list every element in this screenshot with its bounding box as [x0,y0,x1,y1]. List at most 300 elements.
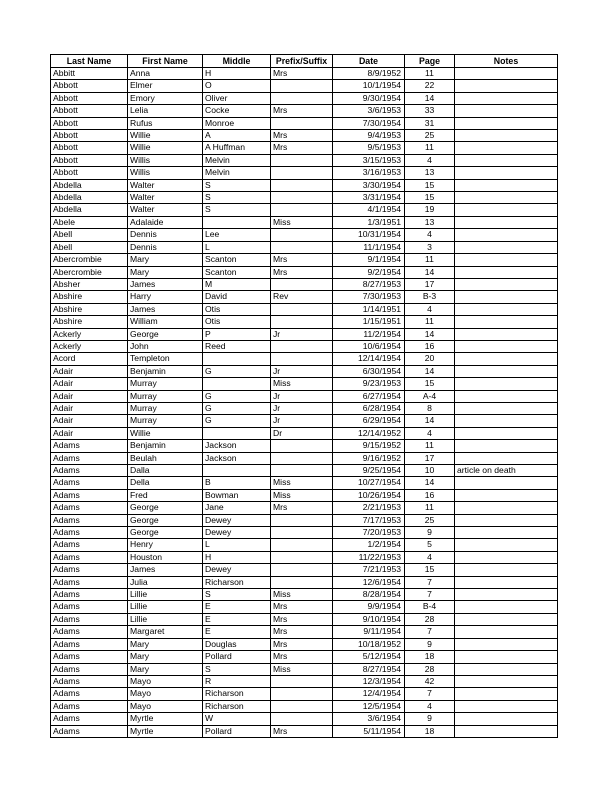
prefix-suffix-cell [271,353,333,365]
middle-cell: S [203,204,271,216]
table-row [51,688,558,700]
date-cell: 9/16/1952 [333,452,405,464]
first-name-cell: Mayo [128,688,203,700]
page-cell: 25 [405,130,455,142]
last-name-cell: Adams [51,601,128,613]
table-row [51,80,558,92]
date-cell: 11/1/1954 [333,241,405,253]
last-name-cell: Adams [51,626,128,638]
last-name-cell: Abercrombie [51,266,128,278]
table-row [51,626,558,638]
first-name-cell: Willis [128,154,203,166]
prefix-suffix-cell: Jr [271,415,333,427]
prefix-suffix-cell: Miss [271,489,333,501]
date-cell: 8/9/1952 [333,68,405,80]
table-row [51,725,558,737]
date-cell: 12/3/1954 [333,675,405,687]
notes-cell [455,229,558,241]
table-body [51,68,558,738]
obituary-index-table [50,54,558,738]
first-name-cell: Murray [128,390,203,402]
table-row [51,589,558,601]
page-cell: 9 [405,713,455,725]
prefix-suffix-cell [271,675,333,687]
table-row [51,340,558,352]
first-name-cell: Anna [128,68,203,80]
notes-cell [455,402,558,414]
first-name-cell: Mayo [128,700,203,712]
first-name-cell: Benjamin [128,440,203,452]
prefix-suffix-cell [271,278,333,290]
prefix-suffix-cell: Dr [271,427,333,439]
last-name-cell: Adams [51,713,128,725]
middle-cell: G [203,402,271,414]
first-name-cell: Lillie [128,589,203,601]
first-name-cell: Elmer [128,80,203,92]
table-row [51,452,558,464]
prefix-suffix-cell [271,440,333,452]
last-name-cell: Abercrombie [51,254,128,266]
prefix-suffix-cell [271,241,333,253]
date-cell: 9/10/1954 [333,613,405,625]
table-row [51,303,558,315]
table-row [51,154,558,166]
notes-cell [455,92,558,104]
date-cell: 10/31/1954 [333,229,405,241]
notes-cell [455,378,558,390]
table-header [51,55,558,68]
notes-cell [455,440,558,452]
last-name-cell: Adair [51,378,128,390]
first-name-cell: Lelia [128,105,203,117]
prefix-suffix-cell: Mrs [271,638,333,650]
date-cell: 6/27/1954 [333,390,405,402]
page-cell: 28 [405,613,455,625]
last-name-cell: Adams [51,638,128,650]
notes-cell [455,303,558,315]
page-cell: 3 [405,241,455,253]
page-cell: 16 [405,489,455,501]
date-cell: 8/27/1954 [333,663,405,675]
prefix-suffix-cell [271,688,333,700]
table-row [51,241,558,253]
page-cell: A-4 [405,390,455,402]
notes-cell [455,154,558,166]
table-row [51,651,558,663]
notes-cell [455,626,558,638]
prefix-suffix-cell [271,465,333,477]
prefix-suffix-cell: Mrs [271,68,333,80]
date-cell: 6/28/1954 [333,402,405,414]
table-row [51,117,558,129]
last-name-cell: Adams [51,527,128,539]
table-row [51,229,558,241]
middle-cell: Douglas [203,638,271,650]
last-name-cell: Adair [51,427,128,439]
page-cell: 4 [405,700,455,712]
first-name-cell: Dennis [128,229,203,241]
prefix-suffix-cell: Mrs [271,105,333,117]
table-row [51,105,558,117]
last-name-cell: Adams [51,576,128,588]
notes-cell [455,340,558,352]
page-cell: 15 [405,564,455,576]
last-name-cell: Adams [51,489,128,501]
date-cell: 9/11/1954 [333,626,405,638]
last-name-cell: Abdella [51,192,128,204]
date-cell: 9/5/1953 [333,142,405,154]
middle-cell [203,427,271,439]
page-cell: 14 [405,415,455,427]
last-name-cell: Abdella [51,179,128,191]
prefix-suffix-cell: Jr [271,365,333,377]
notes-cell [455,539,558,551]
last-name-header: Last Name [51,55,128,68]
table-row [51,427,558,439]
date-cell: 3/6/1953 [333,105,405,117]
notes-cell [455,204,558,216]
table-row [51,92,558,104]
table-row [51,142,558,154]
middle-cell: E [203,601,271,613]
last-name-cell: Adams [51,502,128,514]
prefix-suffix-cell: Miss [271,589,333,601]
notes-cell [455,489,558,501]
first-name-cell: Houston [128,551,203,563]
table-row [51,489,558,501]
prefix-suffix-cell [271,192,333,204]
prefix-suffix-cell [271,700,333,712]
middle-cell: Lee [203,229,271,241]
middle-cell: Richarson [203,688,271,700]
notes-cell [455,241,558,253]
middle-cell: Pollard [203,651,271,663]
prefix-suffix-cell [271,514,333,526]
prefix-suffix-cell: Mrs [271,601,333,613]
last-name-cell: Adams [51,452,128,464]
last-name-cell: Abell [51,241,128,253]
date-cell: 12/14/1954 [333,353,405,365]
last-name-cell: Abbitt [51,68,128,80]
first-name-cell: Mayo [128,675,203,687]
prefix-suffix-cell: Mrs [271,142,333,154]
date-cell: 2/21/1953 [333,502,405,514]
first-name-cell: Emory [128,92,203,104]
prefix-suffix-cell: Mrs [271,130,333,142]
table-row [51,278,558,290]
notes-cell [455,130,558,142]
date-cell: 11/2/1954 [333,328,405,340]
first-name-cell: William [128,316,203,328]
page-cell: 9 [405,638,455,650]
middle-cell: S [203,179,271,191]
table-row [51,638,558,650]
table-row [51,192,558,204]
prefix-suffix-cell: Miss [271,663,333,675]
prefix-suffix-cell: Mrs [271,651,333,663]
date-cell: 1/14/1951 [333,303,405,315]
first-name-cell: Adalaide [128,216,203,228]
notes-cell [455,551,558,563]
first-name-cell: Willis [128,167,203,179]
table-row [51,316,558,328]
date-cell: 7/30/1954 [333,117,405,129]
date-cell: 3/6/1954 [333,713,405,725]
date-cell: 6/29/1954 [333,415,405,427]
notes-cell [455,192,558,204]
first-name-cell: Harry [128,291,203,303]
middle-cell: P [203,328,271,340]
table-row [51,390,558,402]
last-name-cell: Abele [51,216,128,228]
page-cell: 11 [405,440,455,452]
date-cell: 8/28/1954 [333,589,405,601]
page-cell: 7 [405,688,455,700]
first-name-cell: John [128,340,203,352]
prefix-suffix-cell [271,167,333,179]
date-cell: 1/3/1951 [333,216,405,228]
prefix-suffix-cell: Mrs [271,266,333,278]
page-cell: 28 [405,663,455,675]
middle-cell: Richarson [203,576,271,588]
notes-cell [455,638,558,650]
prefix-suffix-cell [271,179,333,191]
table-row [51,402,558,414]
middle-cell: Otis [203,303,271,315]
notes-cell [455,725,558,737]
middle-cell: O [203,80,271,92]
first-name-cell: Templeton [128,353,203,365]
middle-cell: Scanton [203,254,271,266]
middle-cell: Reed [203,340,271,352]
notes-cell [455,216,558,228]
last-name-cell: Adams [51,564,128,576]
table-row [51,328,558,340]
notes-cell [455,564,558,576]
last-name-cell: Adams [51,440,128,452]
notes-cell [455,365,558,377]
middle-cell: Melvin [203,154,271,166]
table-row [51,291,558,303]
page-header: Page [405,55,455,68]
page-cell: 16 [405,340,455,352]
page-cell: 7 [405,626,455,638]
first-name-cell: Fred [128,489,203,501]
date-cell: 1/15/1951 [333,316,405,328]
prefix-suffix-cell: Mrs [271,613,333,625]
notes-cell [455,713,558,725]
notes-cell [455,390,558,402]
first-name-cell: Myrtle [128,713,203,725]
middle-cell: A Huffman [203,142,271,154]
notes-cell [455,278,558,290]
last-name-cell: Abbott [51,154,128,166]
notes-cell [455,452,558,464]
notes-cell [455,105,558,117]
prefix-suffix-cell: Miss [271,216,333,228]
last-name-cell: Adams [51,539,128,551]
table-row [51,477,558,489]
table-row [51,179,558,191]
notes-cell [455,291,558,303]
table-row [51,415,558,427]
first-name-cell: Dennis [128,241,203,253]
middle-header: Middle [203,55,271,68]
middle-cell: G [203,365,271,377]
middle-cell: Jane [203,502,271,514]
page-cell: 7 [405,576,455,588]
date-cell: 12/4/1954 [333,688,405,700]
notes-cell [455,328,558,340]
middle-cell: E [203,613,271,625]
date-cell: 9/15/1952 [333,440,405,452]
notes-cell [455,353,558,365]
notes-cell [455,80,558,92]
middle-cell [203,216,271,228]
first-name-cell: James [128,564,203,576]
first-name-cell: Willie [128,130,203,142]
date-cell: 7/17/1953 [333,514,405,526]
first-name-cell: James [128,278,203,290]
first-name-cell: Murray [128,378,203,390]
middle-cell: H [203,551,271,563]
last-name-cell: Adams [51,688,128,700]
page-cell: 17 [405,278,455,290]
first-name-cell: James [128,303,203,315]
page-cell: 18 [405,725,455,737]
prefix-suffix-cell [271,80,333,92]
notes-cell [455,316,558,328]
last-name-cell: Abdella [51,204,128,216]
first-name-cell: Lillie [128,613,203,625]
date-cell: 9/23/1953 [333,378,405,390]
page-cell: 13 [405,167,455,179]
last-name-cell: Adair [51,365,128,377]
middle-cell: Scanton [203,266,271,278]
prefix-suffix-cell: Mrs [271,626,333,638]
page-cell: 19 [405,204,455,216]
first-name-cell: Dalla [128,465,203,477]
notes-cell [455,663,558,675]
notes-cell [455,117,558,129]
date-cell: 10/27/1954 [333,477,405,489]
last-name-cell: Abbott [51,92,128,104]
page-cell: B-3 [405,291,455,303]
notes-cell: article on death [455,465,558,477]
prefix-suffix-cell [271,713,333,725]
middle-cell: E [203,626,271,638]
last-name-cell: Adams [51,651,128,663]
prefix-suffix-cell: Jr [271,402,333,414]
table-row [51,440,558,452]
page-cell: 15 [405,192,455,204]
date-cell: 1/2/1954 [333,539,405,551]
first-name-cell: Willie [128,427,203,439]
first-name-cell: Della [128,477,203,489]
last-name-cell: Acord [51,353,128,365]
notes-cell [455,601,558,613]
middle-cell: Dewey [203,564,271,576]
middle-cell: Bowman [203,489,271,501]
middle-cell: L [203,241,271,253]
date-cell: 10/18/1952 [333,638,405,650]
notes-cell [455,576,558,588]
page-cell: 9 [405,527,455,539]
last-name-cell: Abell [51,229,128,241]
date-cell: 9/25/1954 [333,465,405,477]
last-name-cell: Abbott [51,167,128,179]
middle-cell: Richarson [203,700,271,712]
page-cell: 4 [405,427,455,439]
last-name-cell: Ackerly [51,340,128,352]
prefix-suffix-cell [271,154,333,166]
date-cell: 5/11/1954 [333,725,405,737]
page-cell: 10 [405,465,455,477]
first-name-cell: Murray [128,402,203,414]
middle-cell: R [203,675,271,687]
page-cell: 18 [405,651,455,663]
table-row [51,663,558,675]
page-cell: 11 [405,68,455,80]
notes-cell [455,266,558,278]
notes-cell [455,167,558,179]
first-name-cell: Walter [128,192,203,204]
table-row [51,527,558,539]
last-name-cell: Adams [51,551,128,563]
prefix-suffix-cell: Mrs [271,502,333,514]
table-row [51,378,558,390]
page-cell: 33 [405,105,455,117]
first-name-cell: George [128,502,203,514]
first-name-cell: Murray [128,415,203,427]
prefix-suffix-cell [271,527,333,539]
notes-cell [455,613,558,625]
last-name-cell: Abbott [51,80,128,92]
first-name-cell: Mary [128,254,203,266]
table-row [51,551,558,563]
page-cell: 4 [405,154,455,166]
first-name-cell: George [128,328,203,340]
notes-cell [455,254,558,266]
page-cell: 14 [405,92,455,104]
middle-cell: H [203,68,271,80]
middle-cell [203,353,271,365]
first-name-cell: Benjamin [128,365,203,377]
middle-cell: Cocke [203,105,271,117]
table-row [51,266,558,278]
header-row [51,55,558,68]
first-name-cell: Beulah [128,452,203,464]
notes-cell [455,514,558,526]
date-cell: 10/26/1954 [333,489,405,501]
prefix-suffix-cell: Mrs [271,254,333,266]
date-cell: 9/9/1954 [333,601,405,613]
middle-cell: M [203,278,271,290]
last-name-cell: Ackerly [51,328,128,340]
date-cell: 12/6/1954 [333,576,405,588]
prefix-suffix-cell [271,229,333,241]
prefix-suffix-cell: Jr [271,328,333,340]
middle-cell: L [203,539,271,551]
page-cell: 14 [405,266,455,278]
notes-cell [455,502,558,514]
table-row [51,700,558,712]
prefix-suffix-cell [271,117,333,129]
date-cell: 3/31/1954 [333,192,405,204]
notes-cell [455,651,558,663]
last-name-cell: Adair [51,415,128,427]
last-name-cell: Adams [51,613,128,625]
